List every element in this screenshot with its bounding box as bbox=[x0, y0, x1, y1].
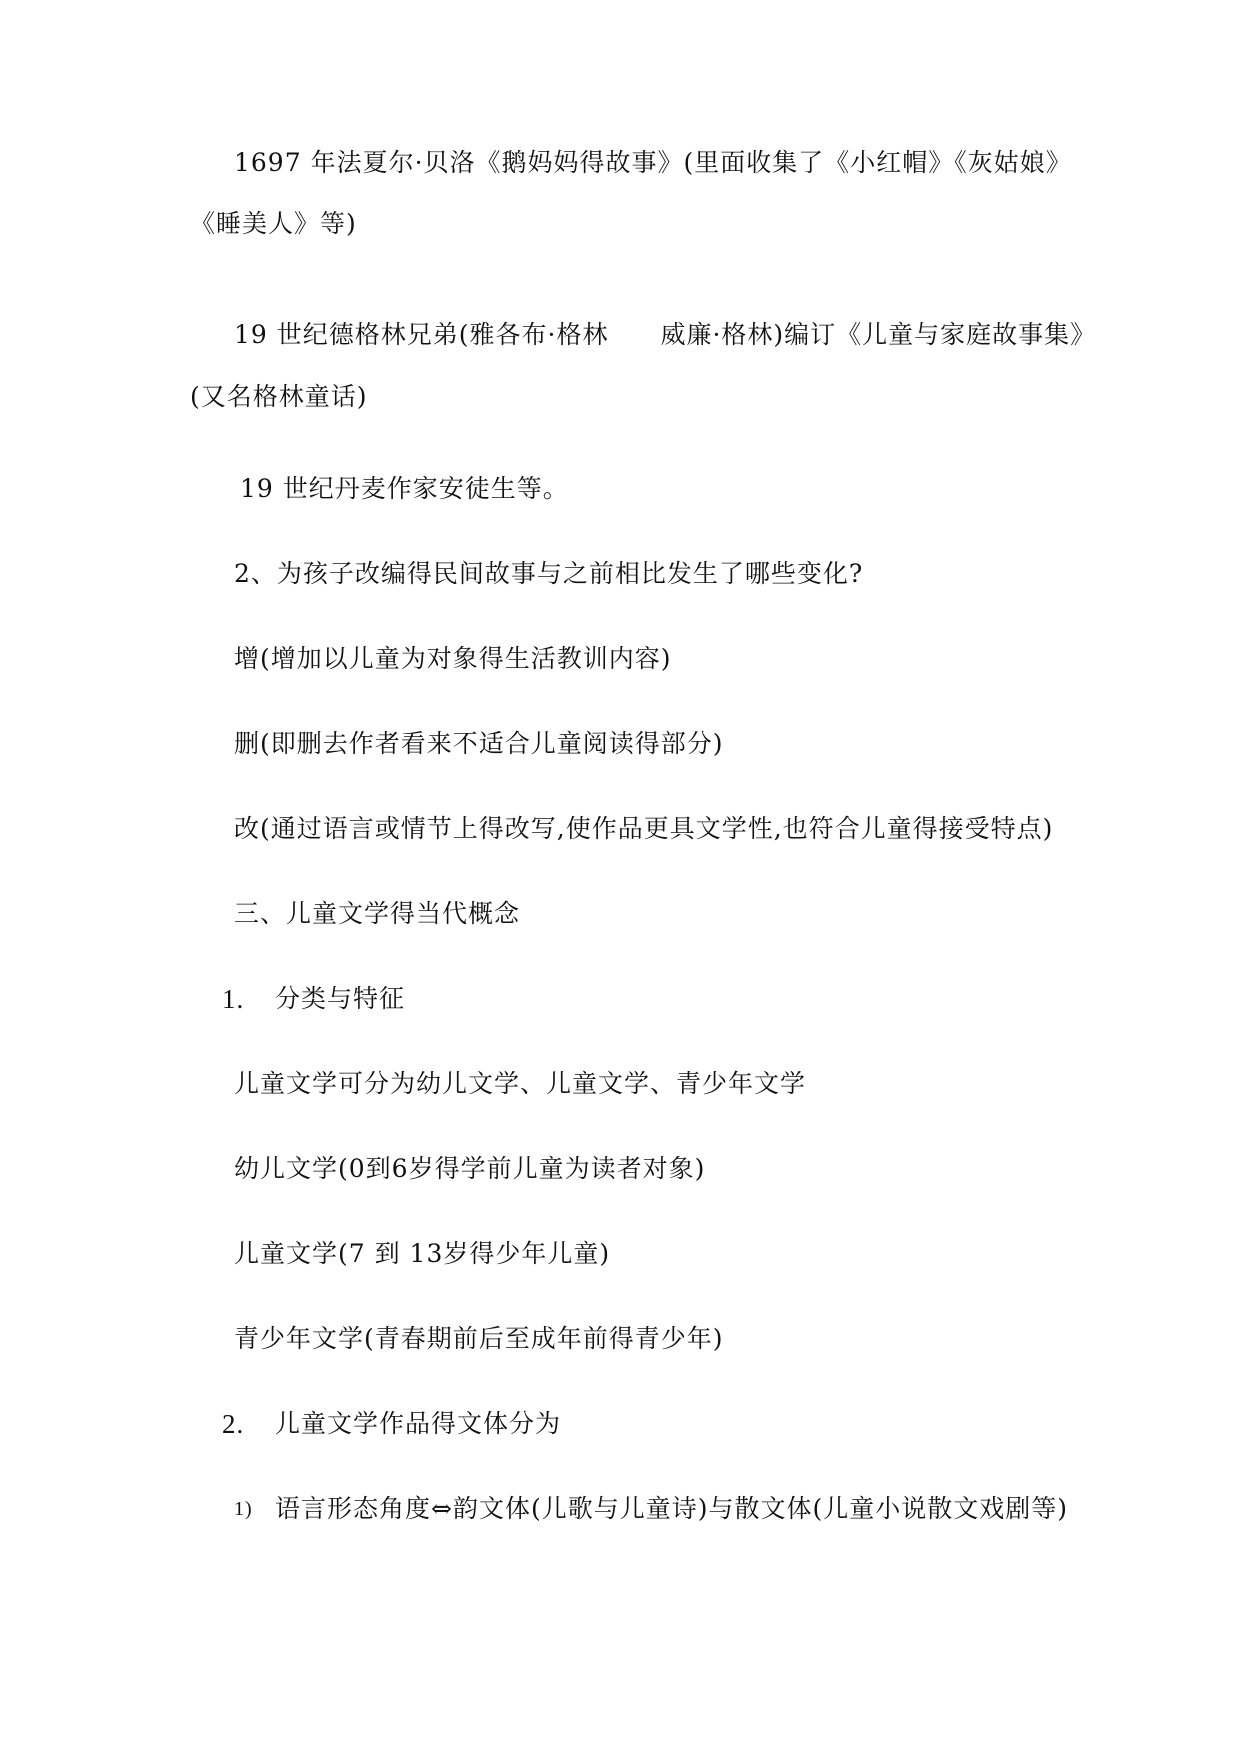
paragraph-youth: 青少年文学(青春期前后至成年前得青少年) bbox=[234, 1324, 724, 1353]
paragraph-preschool: 幼儿文学(0到6岁得学前儿童为读者对象) bbox=[234, 1154, 706, 1183]
paragraph-add: 增(增加以儿童为对象得生活教训内容) bbox=[234, 644, 672, 673]
paragraph-children: 儿童文学(7 到 13岁得少年儿童) bbox=[234, 1239, 611, 1268]
section-heading: 三、儿童文学得当代概念 bbox=[234, 899, 521, 928]
paragraph-grimm: 19 世纪德格林兄弟(雅各布·格林 威廉·格林)编订《儿童与家庭故事集》 bbox=[234, 320, 1097, 349]
paragraph-perrault: 1697 年法夏尔·贝洛《鹅妈妈得故事》(里面收集了《小红帽》《灰姑娘》 bbox=[234, 148, 1072, 177]
paragraph-categories: 儿童文学可分为幼儿文学、儿童文学、青少年文学 bbox=[234, 1069, 807, 1098]
sublist-marker-1: 1) bbox=[234, 1498, 253, 1520]
paragraph-delete: 删(即删去作者看来不适合儿童阅读得部分) bbox=[234, 729, 724, 758]
sublist-item-language-form: 语言形态角度⇔韵文体(儿歌与儿童诗)与散文体(儿童小说散文戏剧等) bbox=[275, 1494, 1068, 1523]
list-marker-1: 1. bbox=[222, 984, 245, 1014]
paragraph-andersen: 19 世纪丹麦作家安徒生等。 bbox=[240, 474, 569, 503]
paragraph-perrault-cont: 《睡美人》等) bbox=[190, 209, 357, 238]
paragraph-change: 改(通过语言或情节上得改写,使作品更具文学性,也符合儿童得接受特点) bbox=[234, 814, 1054, 843]
list-marker-2: 2. bbox=[222, 1409, 245, 1439]
list-item-classification: 分类与特征 bbox=[275, 984, 406, 1013]
paragraph-grimm-cont: (又名格林童话) bbox=[190, 382, 368, 411]
question-heading: 2、为孩子改编得民间故事与之前相比发生了哪些变化? bbox=[234, 559, 864, 588]
list-item-genres: 儿童文学作品得文体分为 bbox=[275, 1409, 562, 1438]
